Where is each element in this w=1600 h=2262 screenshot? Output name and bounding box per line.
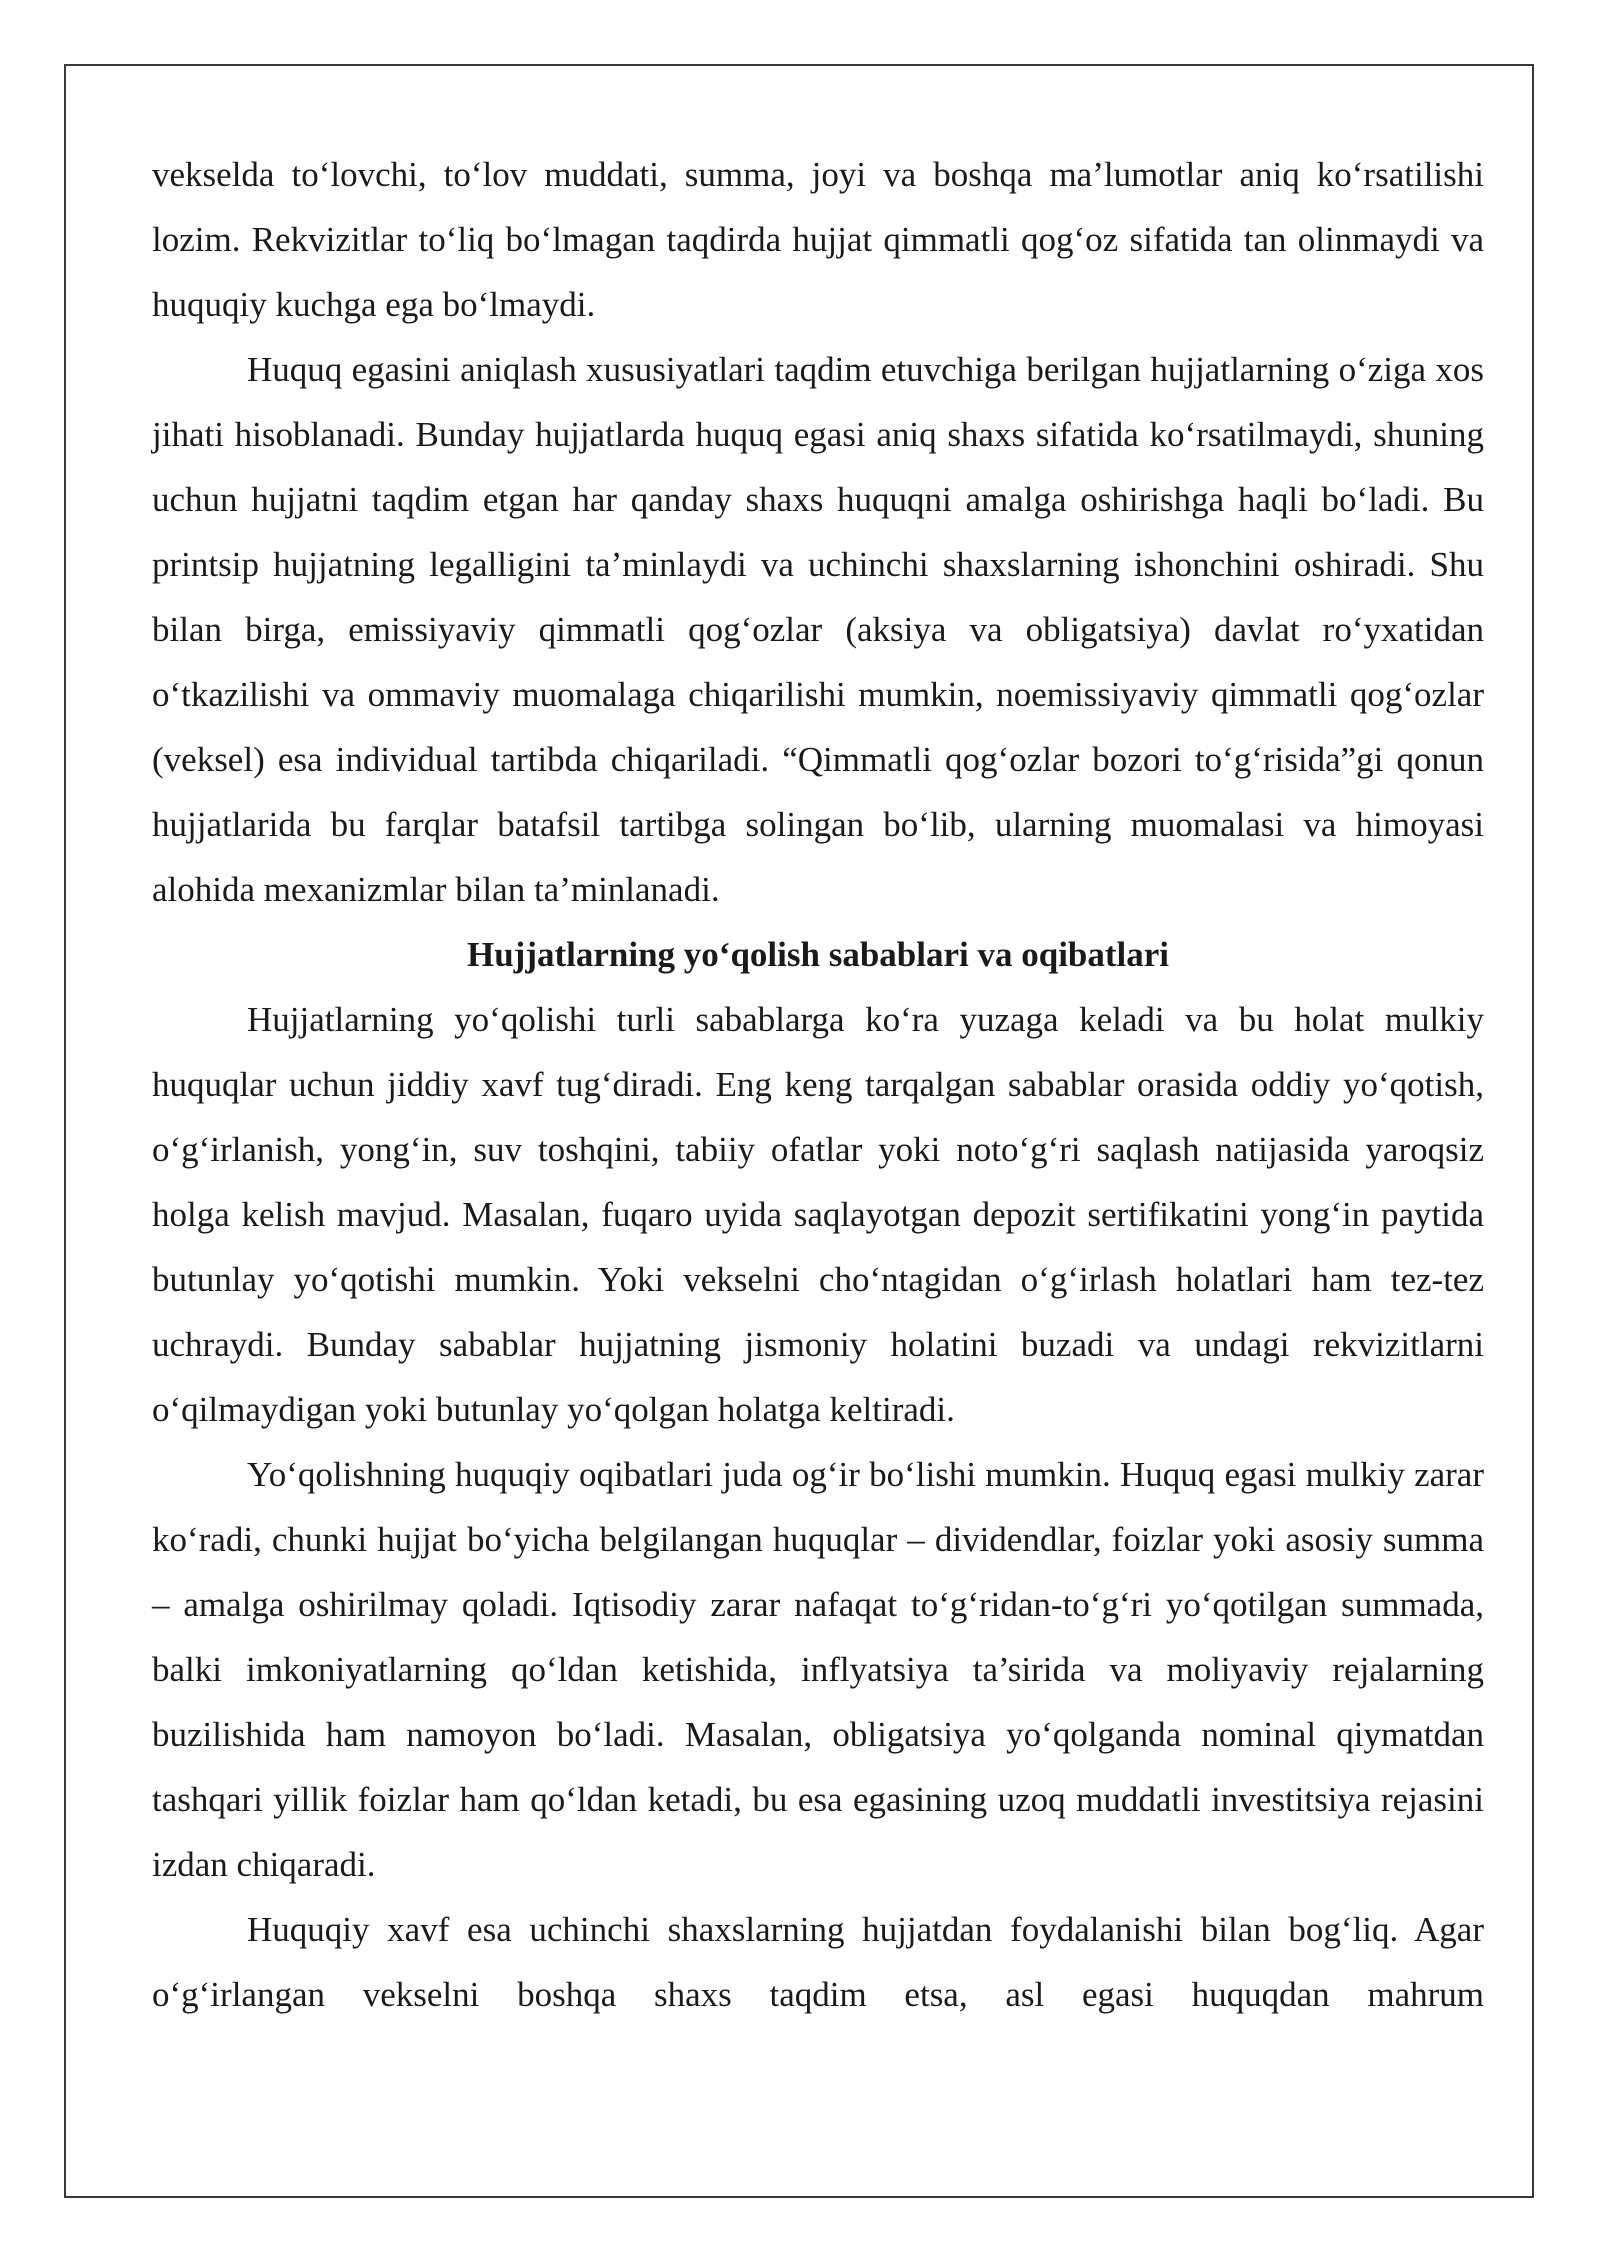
paragraph-continuation: vekselda to‘lovchi, to‘lov muddati, summa, joyi va boshqa ma’lumotlar aniq ko‘rsatilishi lozim. Rekvizitlar to‘liq bo‘lmagan taqdirda hujjat qimmatli qog‘oz sifatida tan olinmaydi va huquqiy kuchga ega bo‘lmaydi. xyxy=(152,155,1484,324)
paragraph-loss-causes: Hujjatlarning yo‘qolishi turli sabablarga ko‘ra yuzaga keladi va bu holat mulkiy huquqlar uchun jiddiy xavf tug‘diradi. Eng keng tarqalgan sabablar orasida oddiy yo‘qotish, o‘g‘irlanish, yong‘in, suv toshqini, tabiiy ofatlar yoki noto‘g‘ri saqlash natijasida yaroqsiz holga kelish mavjud. Masalan, fuqaro uyida saqlayotgan depozit sertifikatini yong‘in paytida butunlay yo‘qotishi mumkin. Yoki vekselni cho‘ntagidan o‘g‘irlash holatlari ham tez-tez uchraydi. Bunday sabablar hujjatning jismoniy holatini buzadi va undagi rekvizitlarni o‘qilmaydigan yoki butunlay yo‘qolgan holatga keltiradi. xyxy=(152,1000,1484,1429)
paragraph-legal-risk: Huquqiy xavf esa uchinchi shaxslarning hujjatdan foydalanishi bilan bog‘liq. Agar o‘g‘irlangan vekselni boshqa shaxs taqdim etsa, asl egasi huquqdan mahrum xyxy=(152,1910,1484,2014)
document-body xyxy=(152,142,1484,2027)
section-heading: Hujjatlarning yo‘qolish sabablari va oqibatlari xyxy=(466,935,1170,974)
paragraph-legal-consequences: Yo‘qolishning huquqiy oqibatlari juda og‘ir bo‘lishi mumkin. Huquq egasi mulkiy zarar ko‘radi, chunki hujjat bo‘yicha belgilangan huquqlar – dividendlar, foizlar yoki asosiy summa – amalga oshirilmay qoladi. Iqtisodiy zarar nafaqat to‘g‘ridan-to‘g‘ri yo‘qotilgan summada, balki imkoniyatlarning qo‘ldan ketishida, inflyatsiya ta’sirida va moliyaviy rejalarning buzilishida ham namoyon bo‘ladi. Masalan, obligatsiya yo‘qolganda nominal qiymatdan tashqari yillik foizlar ham qo‘ldan ketadi, bu esa egasining uzoq muddatli investitsiya rejasini izdan chiqaradi. xyxy=(152,1455,1484,1884)
paragraph-rights-holder: Huquq egasini aniqlash xususiyatlari taqdim etuvchiga berilgan hujjatlarning o‘ziga xos jihati hisoblanadi. Bunday hujjatlarda huquq egasi aniq shaxs sifatida ko‘rsatilmaydi, shuning uchun hujjatni taqdim etgan har qanday shaxs huquqni amalga oshirishga haqli bo‘ladi. Bu printsip hujjatning legalligini ta’minlaydi va uchinchi shaxslarning ishonchini oshiradi. Shu bilan birga, emissiyaviy qimmatli qog‘ozlar (aksiya va obligatsiya) davlat ro‘yxatidan o‘tkazilishi va ommaviy muomalaga chiqarilishi mumkin, noemissiyaviy qimmatli qog‘ozlar (veksel) esa individual tartibda chiqariladi. “Qimmatli qog‘ozlar bozori to‘g‘risida”gi qonun hujjatlarida bu farqlar batafsil tartibga solingan bo‘lib, ularning muomalasi va himoyasi alohida mexanizmlar bilan ta’minlanadi. xyxy=(152,350,1484,909)
